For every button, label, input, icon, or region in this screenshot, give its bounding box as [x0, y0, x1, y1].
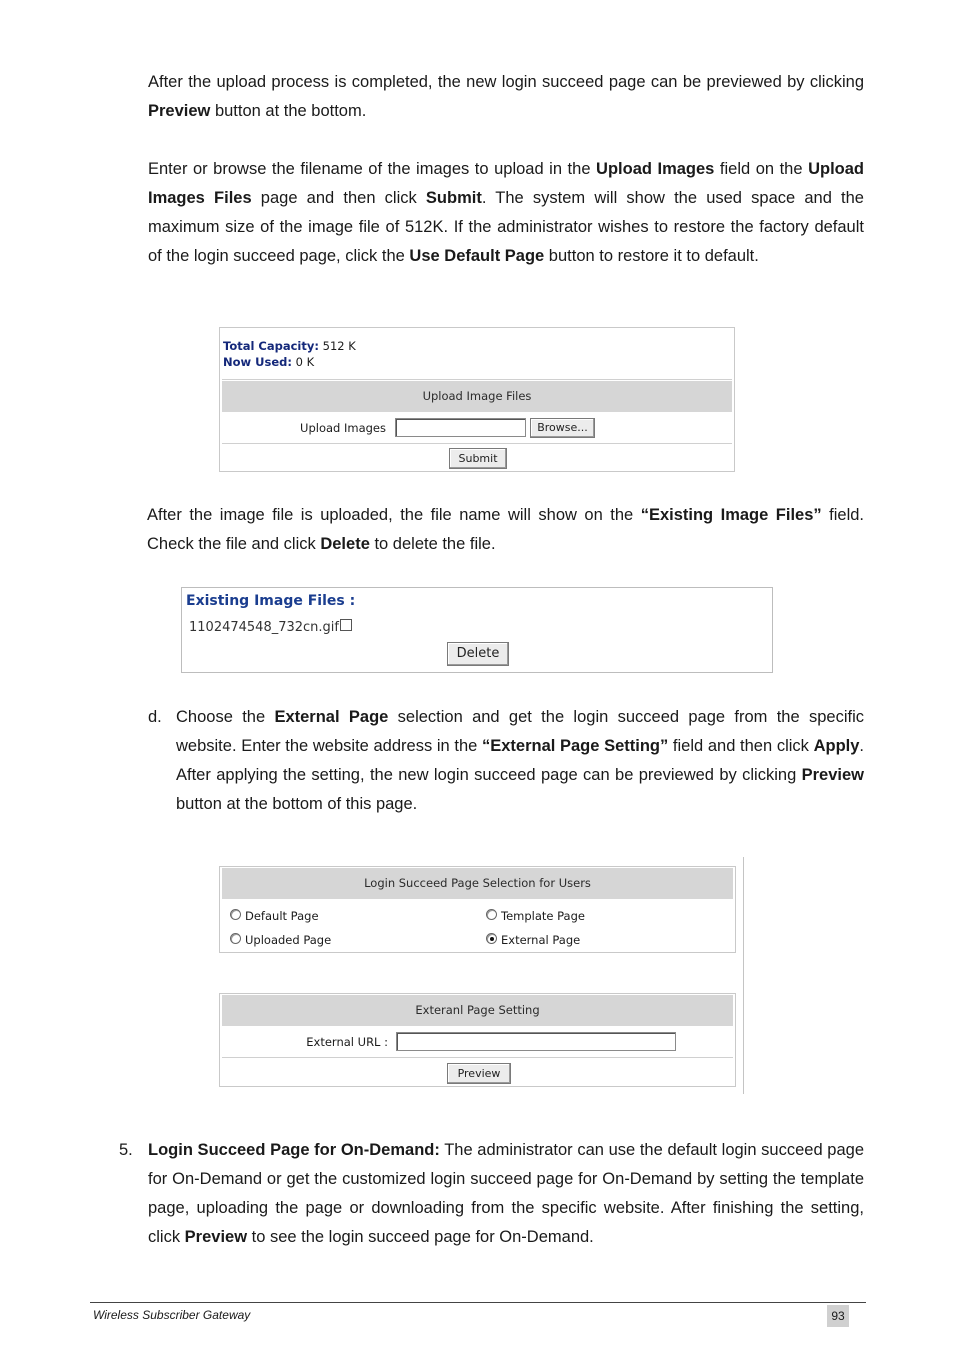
item-5-marker: 5.: [119, 1141, 133, 1159]
total-capacity: Total Capacity: 512 K: [223, 339, 356, 353]
selection-header: Login Succeed Page Selection for Users: [222, 868, 733, 899]
external-url-input[interactable]: [396, 1032, 676, 1051]
now-used: Now Used: 0 K: [223, 355, 315, 369]
radio-template-page[interactable]: [486, 909, 497, 920]
upload-images-input[interactable]: [395, 418, 526, 437]
bold-preview: Preview: [148, 102, 211, 120]
existing-file-name: 1102474548_732cn.gif: [189, 620, 339, 635]
external-page-setting-panel: [219, 993, 736, 1087]
page-number: 93: [827, 1305, 849, 1327]
option-external-page: External Page: [501, 933, 581, 947]
existing-files-title: Existing Image Files :: [186, 593, 356, 609]
external-url-row: [222, 1026, 733, 1058]
upload-image-files-header: Upload Image Files: [222, 381, 732, 412]
file-checkbox[interactable]: [340, 619, 352, 631]
option-default-page: Default Page: [245, 909, 319, 923]
delete-button[interactable]: Delete: [447, 642, 509, 666]
footer-title: Wireless Subscriber Gateway: [93, 1308, 251, 1322]
footer-rule: [90, 1302, 866, 1303]
submit-button[interactable]: Submit: [449, 448, 507, 469]
option-uploaded-page: Uploaded Page: [245, 933, 332, 947]
upload-image-files-panel: [219, 327, 735, 472]
existing-image-files-panel: [181, 587, 773, 673]
upload-images-label: Upload Images: [300, 421, 386, 435]
item-d-marker: d.: [148, 708, 162, 726]
upload-images-row: [222, 412, 732, 444]
radio-default-page[interactable]: [230, 909, 241, 920]
paragraph-existing-files: After the image file is uploaded, the file name will show on the “Existing Image Files” field. Check the file and click Delete to delete the file.: [147, 506, 865, 553]
paragraph-upload-instructions: Enter or browse the filename of the images to upload in the Upload Images field on the Upload Images Files page and then click Submit. The system will show the used space and the maximum size of the image file of 512K. If the administrator wishes to restore the factory default of the login succeed page, click the Use Default Page button to restore it to default.: [148, 160, 864, 265]
radio-external-page[interactable]: [486, 933, 497, 944]
option-template-page: Template Page: [501, 909, 585, 923]
paragraph-preview-note: After the upload process is completed, the new login succeed page can be previewed by clicking Preview button at the bottom.: [148, 73, 864, 120]
panel-edge-line: [743, 857, 744, 1094]
browse-button[interactable]: Browse...: [530, 418, 595, 438]
radio-uploaded-page[interactable]: [230, 933, 241, 944]
preview-button[interactable]: Preview: [447, 1063, 511, 1084]
login-succeed-selection-panel: [219, 866, 736, 953]
external-page-setting-header: Exteranl Page Setting: [222, 995, 733, 1026]
external-url-label: External URL :: [306, 1035, 388, 1049]
item-d-text: Choose the External Page selection and get the login succeed page from the specific website. Enter the website address in the “External Page Setting” field and then click Apply. After applying the setting, the new login succeed page can be previewed by clicking Preview button at the bottom of this page.: [176, 708, 865, 813]
item-5-text: Login Succeed Page for On-Demand: The administrator can use the default login succeed page for On-Demand or get the customized login succeed page for On-Demand by setting the template page, uploading the page or downloading from the specific website. After finishing the setting, click Preview to see the login succeed page for On-Demand.: [148, 1141, 864, 1246]
